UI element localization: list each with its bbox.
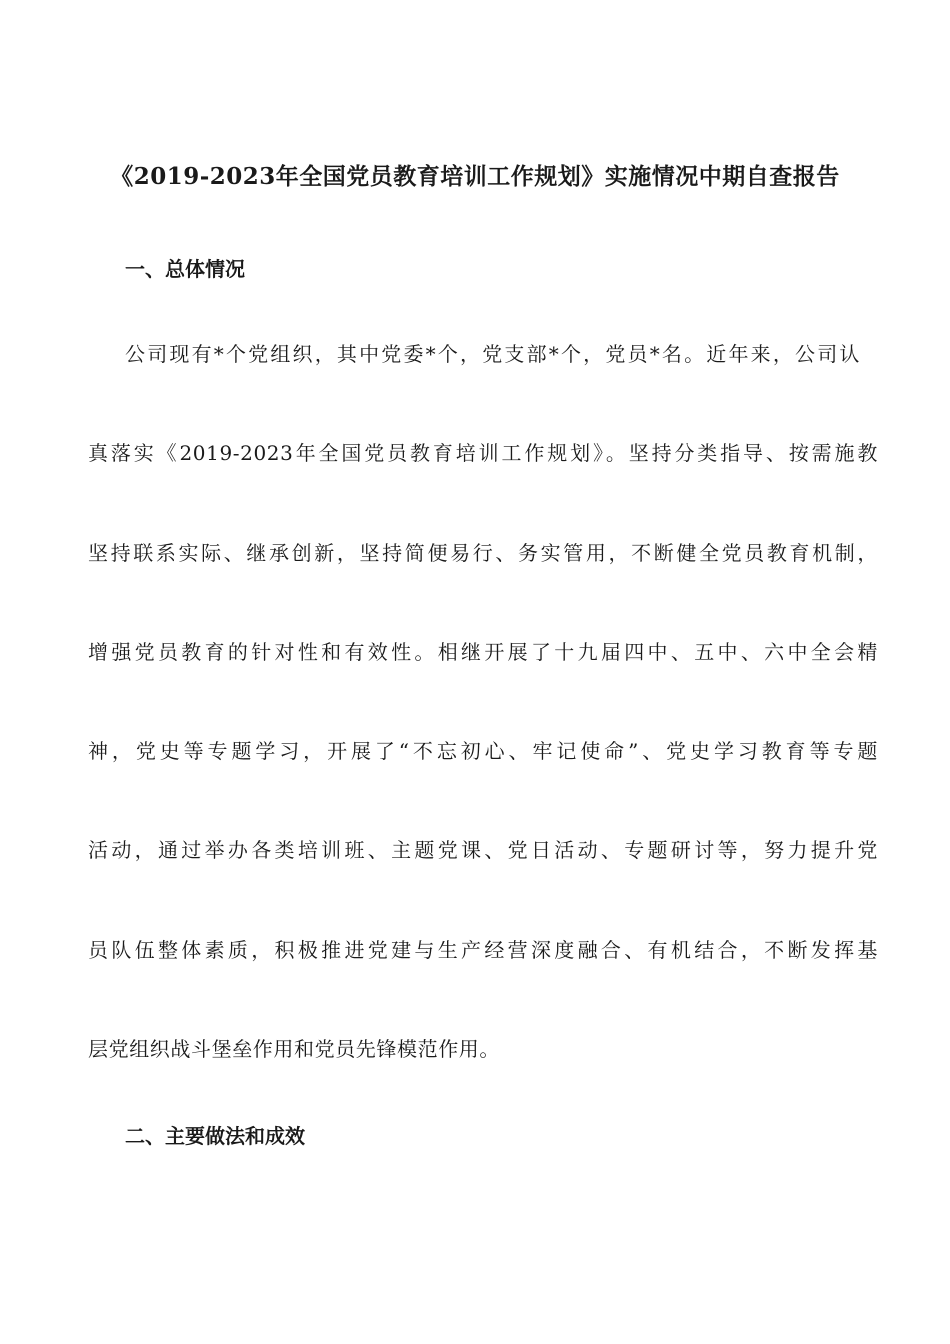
section-heading-practices: 二、主要做法和成效 bbox=[125, 1124, 305, 1148]
paragraph-line: 真落实《2019-2023年全国党员教育培训工作规划》。坚持分类指导、按需施教 bbox=[88, 441, 878, 465]
paragraph-line: 活动，通过举办各类培训班、主题党课、党日活动、专题研讨等，努力提升党 bbox=[88, 838, 878, 862]
section-heading-overview: 一、总体情况 bbox=[125, 257, 245, 281]
paragraph-line: 公司现有*个党组织，其中党委*个，党支部*个，党员*名。近年来，公司认 bbox=[125, 342, 860, 366]
paragraph-line: 层党组织战斗堡垒作用和党员先锋模范作用。 bbox=[88, 1037, 500, 1061]
document-title: 《2019-2023年全国党员教育培训工作规划》实施情况中期自查报告 bbox=[110, 163, 840, 190]
paragraph-line: 增强党员教育的针对性和有效性。相继开展了十九届四中、五中、六中全会精 bbox=[88, 640, 878, 664]
paragraph-line: 神，党史等专题学习，开展了“不忘初心、牢记使命”、党史学习教育等专题 bbox=[88, 739, 878, 763]
paragraph-line: 员队伍整体素质，积极推进党建与生产经营深度融合、有机结合，不断发挥基 bbox=[88, 938, 878, 962]
paragraph-line: 坚持联系实际、继承创新，坚持简便易行、务实管用，不断健全党员教育机制， bbox=[88, 541, 878, 565]
